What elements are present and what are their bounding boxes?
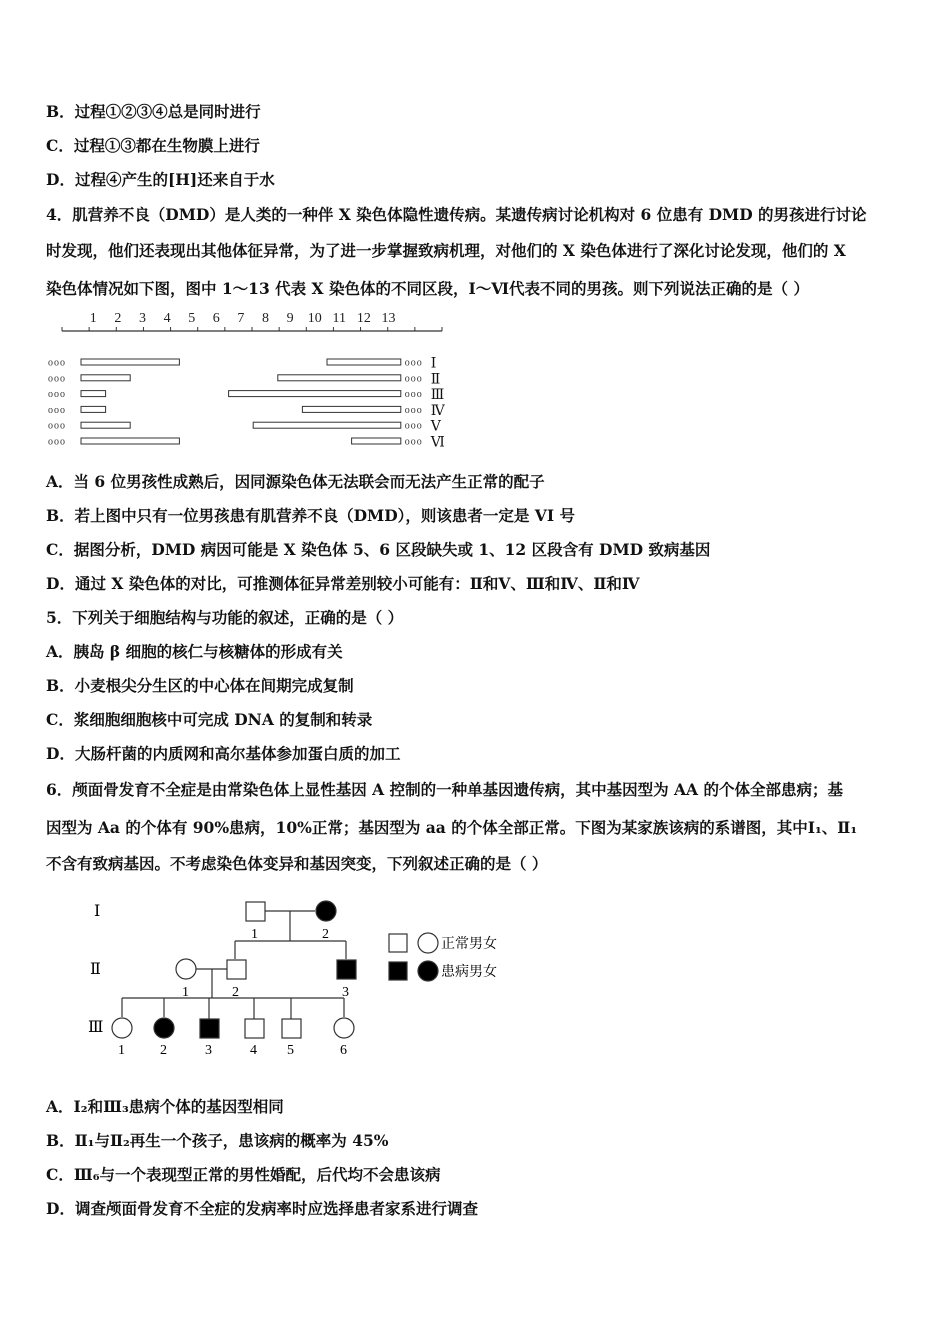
chromosome-left-segment (81, 406, 106, 412)
ruler-label-1: 1 (89, 311, 97, 326)
row-dots-left: ooo (48, 420, 66, 432)
row-dots-left: ooo (48, 373, 66, 385)
ruler-label-10: 10 (307, 311, 322, 326)
chromosome-right-segment (302, 406, 400, 412)
gen1-label-2: 2 (322, 927, 329, 942)
boy-label-5: Ⅴ (430, 419, 441, 435)
q4-option-c: C．据图分析，DMD 病因可能是 X 染色体 5、6 区段缺失或 1、12 区段含有 DMD 致病基因 (46, 540, 711, 559)
row-dots-left: ooo (48, 357, 66, 369)
q5-option-b: B．小麦根尖分生区的中心体在间期完成复制 (46, 676, 354, 695)
chromosome-right-segment (253, 422, 401, 428)
legend-normal-male-symbol (389, 934, 407, 952)
generation-label-1: Ⅰ (94, 903, 101, 920)
q5-option-c: C．浆细胞细胞核中可完成 DNA 的复制和转录 (46, 710, 373, 729)
gen3-label-3: 3 (205, 1043, 212, 1058)
chromosome-right-segment (229, 391, 401, 397)
row-dots-right: ooo (404, 373, 423, 385)
legend-affected-label: 患病男女 (441, 965, 497, 980)
gen3-label-4: 4 (250, 1043, 257, 1058)
gen1-label-1: 1 (251, 927, 258, 942)
option-c-prev: C．过程①③都在生物膜上进行 (46, 136, 260, 155)
option-b-prev: B．过程①②③④总是同时进行 (46, 102, 261, 121)
gen3-individual-1-female (112, 1018, 132, 1038)
row-dots-left: ooo (48, 404, 66, 416)
q5-stem: 5．下列关于细胞结构与功能的叙述，正确的是（ ） (46, 608, 404, 627)
gen3-individual-5-male (282, 1019, 301, 1038)
row-dots-left: ooo (48, 436, 66, 448)
chromosome-right-segment (278, 375, 401, 381)
gen1-individual-2-female-affected (316, 901, 336, 921)
x-chromosome-figure (44, 306, 454, 448)
q6-stem-line-3: 不含有致病基因。不考虑染色体变异和基因突变，下列叙述正确的是（ ） (46, 854, 548, 873)
chromosome-left-segment (81, 359, 179, 365)
boy-label-2: Ⅱ (430, 372, 441, 388)
q5-option-a: A．胰岛 β 细胞的核仁与核糖体的形成有关 (46, 642, 343, 661)
row-dots-right: ooo (404, 404, 423, 416)
gen1-individual-1-male (246, 902, 265, 921)
ruler-label-4: 4 (163, 311, 171, 326)
q6-stem-line-2: 因型为 Aa 的个体有 90%患病，10%正常；基因型为 aa 的个体全部正常。下图为某家族该病的系谱图，其中Ⅰ₁、Ⅱ₁ (46, 818, 858, 837)
option-d-prev: D．过程④产生的[H]还来自于水 (46, 170, 275, 189)
gen3-label-1: 1 (118, 1043, 125, 1058)
ruler-label-3: 3 (139, 311, 146, 326)
gen2-individual-1-female (176, 959, 196, 979)
chromosome-left-segment (81, 438, 179, 444)
generation-label-3: Ⅲ (88, 1019, 104, 1036)
ruler-label-6: 6 (212, 311, 220, 326)
gen3-individual-2-female-affected (154, 1018, 174, 1038)
legend-normal-female-symbol (418, 933, 438, 953)
chromosome-right-segment (352, 438, 401, 444)
ruler-label-8: 8 (262, 311, 269, 326)
gen3-individual-3-male-affected (200, 1019, 219, 1038)
boy-label-3: Ⅲ (430, 388, 445, 404)
gen2-label-3: 3 (342, 985, 349, 1000)
ruler-label-5: 5 (188, 311, 196, 326)
ruler-label-7: 7 (237, 311, 245, 326)
chromosome-left-segment (81, 422, 130, 428)
boy-label-4: Ⅳ (430, 403, 445, 419)
q6-option-b: B．Ⅱ₁与Ⅱ₂再生一个孩子，患该病的概率为 45% (46, 1131, 389, 1150)
boy-label-1: Ⅰ (430, 356, 437, 372)
row-dots-right: ooo (404, 389, 423, 401)
gen3-individual-4-male (245, 1019, 264, 1038)
gen3-label-2: 2 (160, 1043, 167, 1058)
q4-option-d: D．通过 X 染色体的对比，可推测体征异常差别较小可能有：Ⅱ和Ⅴ、Ⅲ和Ⅳ、Ⅱ和Ⅳ (46, 574, 640, 593)
q4-stem-line-1: 4．肌营养不良（DMD）是人类的一种伴 X 染色体隐性遗传病。某遗传病讨论机构对 6 位患有 DMD 的男孩进行讨论 (46, 205, 867, 224)
gen2-label-1: 1 (182, 985, 189, 1000)
q5-option-d: D．大肠杆菌的内质网和高尔基体参加蛋白质的加工 (46, 744, 401, 763)
gen3-label-6: 6 (340, 1043, 347, 1058)
gen3-label-5: 5 (287, 1043, 294, 1058)
chromosome-left-segment (81, 391, 106, 397)
gen2-individual-3-male-affected (337, 960, 356, 979)
q4-stem-line-3: 染色体情况如下图，图中 1～13 代表 X 染色体的不同区段，Ⅰ～Ⅵ代表不同的男孩。则下列说法正确的是（ ） (46, 279, 809, 298)
boy-label-6: Ⅵ (430, 435, 445, 448)
row-dots-right: ooo (404, 420, 423, 432)
chromosome-left-segment (81, 375, 130, 381)
chromosome-right-segment (327, 359, 401, 365)
row-dots-right: ooo (404, 436, 423, 448)
q6-option-d: D．调查颅面骨发育不全症的发病率时应选择患者家系进行调查 (46, 1199, 478, 1218)
q6-option-c: C．Ⅲ₆与一个表现型正常的男性婚配，后代均不会患该病 (46, 1165, 441, 1184)
gen2-individual-2-male (227, 960, 246, 979)
row-dots-right: ooo (404, 357, 423, 369)
ruler-label-9: 9 (286, 311, 294, 326)
legend-normal-label: 正常男女 (441, 937, 497, 952)
gen2-label-2: 2 (232, 985, 239, 1000)
ruler-label-2: 2 (114, 311, 122, 326)
generation-label-2: Ⅱ (90, 961, 101, 978)
row-dots-left: ooo (48, 389, 66, 401)
pedigree-chart (80, 890, 520, 1070)
ruler-label-13: 13 (381, 311, 396, 326)
q6-stem-line-1: 6．颅面骨发育不全症是由常染色体上显性基因 A 控制的一种单基因遗传病，其中基因型为 AA 的个体全部患病；基 (46, 780, 843, 799)
gen3-individual-6-female (334, 1018, 354, 1038)
q4-option-a: A．当 6 位男孩性成熟后，因同源染色体无法联会而无法产生正常的配子 (46, 472, 545, 491)
ruler-label-12: 12 (356, 311, 371, 326)
legend-affected-male-symbol (389, 962, 407, 980)
ruler-label-11: 11 (332, 311, 347, 326)
legend-affected-female-symbol (418, 961, 438, 981)
q4-stem-line-2: 时发现，他们还表现出其他体征异常，为了进一步掌握致病机理，对他们的 X 染色体进行了深化讨论发现，他们的 X (46, 241, 846, 260)
q4-option-b: B．若上图中只有一位男孩患有肌营养不良（DMD），则该患者一定是 VI 号 (46, 506, 575, 525)
q6-option-a: A．Ⅰ₂和Ⅲ₃患病个体的基因型相同 (46, 1097, 284, 1116)
